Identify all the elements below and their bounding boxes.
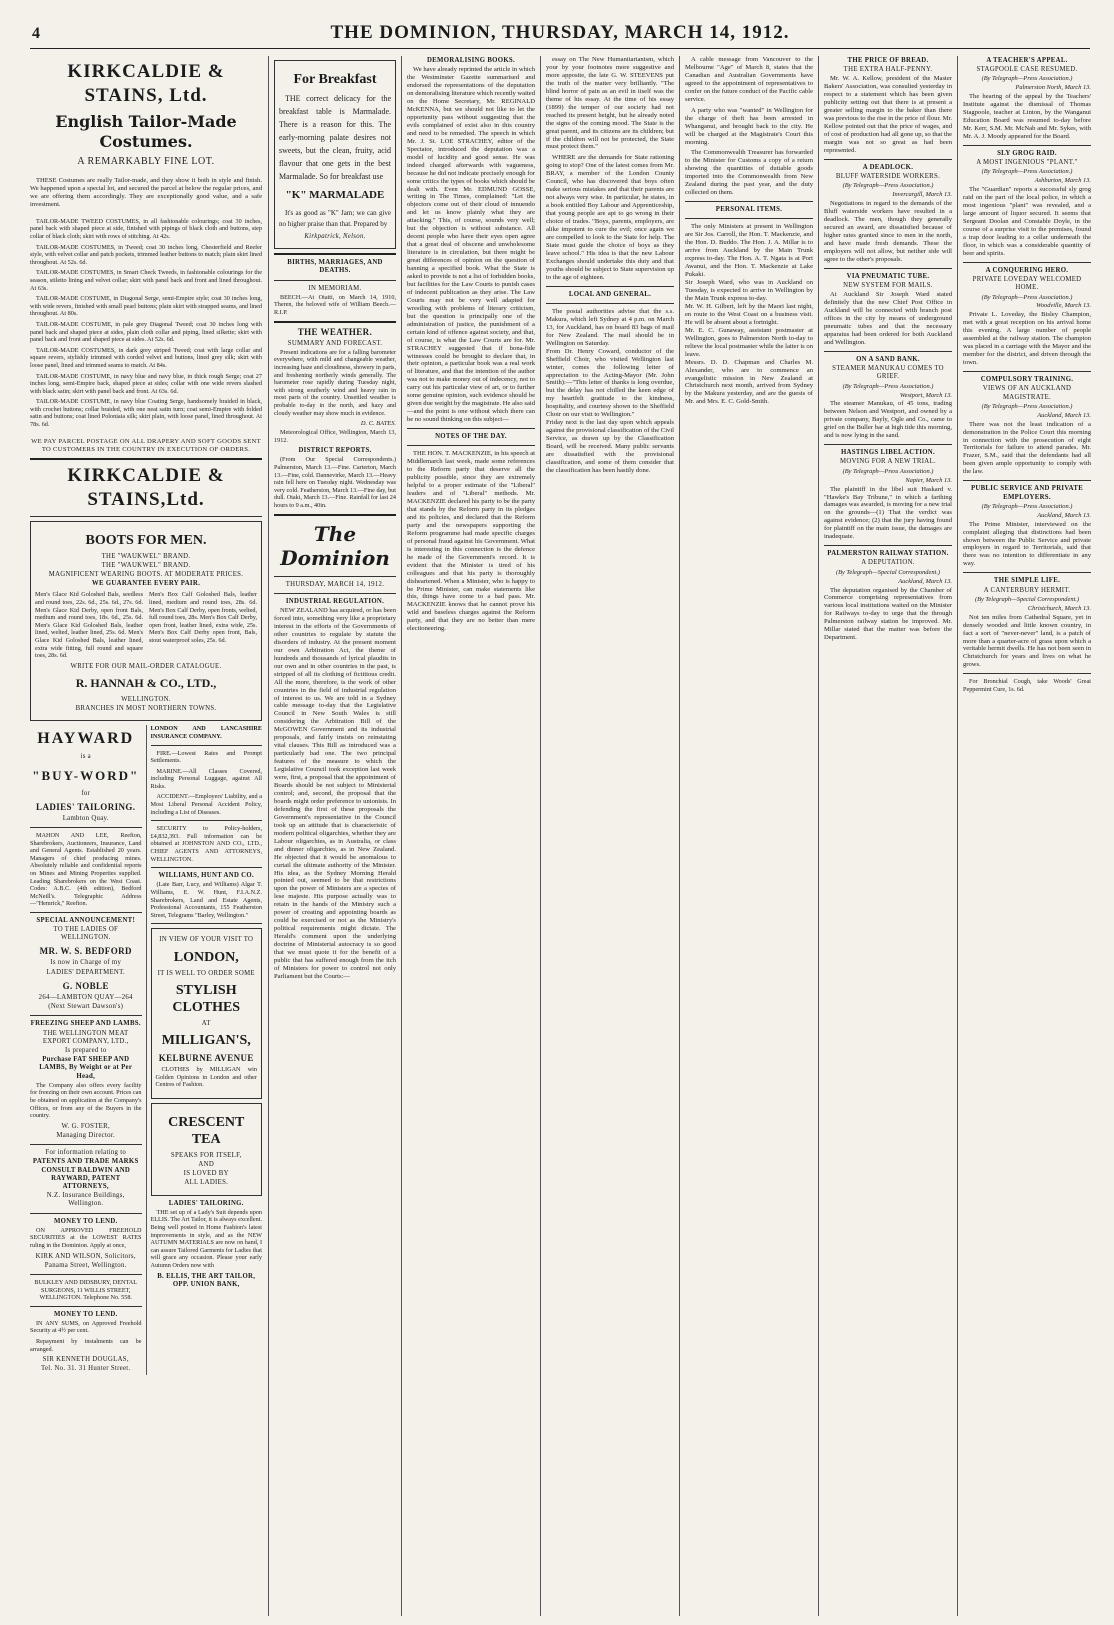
right-subcolumn xyxy=(151,725,263,1374)
boots-ad xyxy=(30,521,262,722)
bluff-body: Negotiations in regard to the demands of the Bluff waterside workers have resulted in a deadlock. The men, though they generally secured an award, are dissatisfied because of higher rates granted since to men in the north, and have made fresh demands. These the employers will not allow, but neither side will agree to the other's proposals. xyxy=(824,200,952,263)
foster-title: Managing Director. xyxy=(56,1131,116,1139)
boots-guarantee: WE GUARANTEE EVERY PAIR. xyxy=(91,580,201,588)
newspaper-title: THE DOMINION, THURSDAY, MARCH 14, 1912. xyxy=(330,22,790,43)
halfpenny-heading: THE EXTRA HALF-PENNY. xyxy=(843,66,933,74)
costume-item: TAILOR-MADE COSTUMES, in Tweed; coat 30 inches long, Chesterfield and Reefer style, with velvet collar and patch pockets, trimmed leather buttons to match; plain skirt lined throughout. At 52s. 6d. xyxy=(30,243,262,266)
williams-hunt: WILLIAMS, HUNT AND CO. xyxy=(158,872,254,880)
hannah-name: R. HANNAH & CO., LTD., xyxy=(75,675,217,690)
freezing-heading: FREEZING SHEEP AND LAMBS. xyxy=(30,1020,141,1028)
bread-body: Mr. W. A. Kellow, president of the Master Bakers' Association, was consulted yesterday in respect to a statement which has been given publicity setting out that there is at present a greater selling margin to the baker than there was previous to the rise in the price of flour. Mr. Kellow pointed out that the price of wages, and of cost of production had all gone up, so that the margin was not so great as had been represented. xyxy=(824,75,952,154)
all-ladies: ALL LADIES. xyxy=(184,1179,229,1187)
deadlock-heading: A DEADLOCK. xyxy=(862,163,914,171)
ellis-name: B. ELLIS, THE ART TAILOR, OPP. UNION BANK, xyxy=(157,1272,256,1288)
compulsory-telegraph: (By Telegraph—Press Association.) xyxy=(981,402,1073,410)
costume-item: TAILOR-MADE COSTUME, in pale grey Diagonal Tweed; coat 30 inches long with panel back and shaped piece at sides, plain cloth collar and piping, lined silkette; skirt with panel back and front and shaped piece at sides. At 52s. 6d. xyxy=(30,320,262,344)
loved: IS LOVED BY xyxy=(183,1170,229,1178)
bedford-charge: Is now in Charge of my xyxy=(50,959,122,967)
palmerston-telegraph: (By Telegraph—Special Correspondent.) xyxy=(835,568,941,576)
party-wanted: A party who was "wanted" in Wellington for the charge of theft has been arrested in Whanganui, and brought back to the city. He will be charged at the Magistrate's Court this morning. xyxy=(685,106,813,146)
page-number: 4 xyxy=(32,25,40,42)
boots-catalogue: WRITE FOR OUR MAIL-ORDER CATALOGUE. xyxy=(70,662,222,670)
cable-message: A cable message from Vancouver to the Melbourne "Age" of March 8, states that the Canadian and Australian Governments have agreed to the appointment of representatives to confer on the future conduct of the Pacific cable service. xyxy=(685,56,813,103)
money-to-lend-2: MONEY TO LEND. xyxy=(53,1310,118,1318)
deputation-heading: A DEPUTATION. xyxy=(861,559,915,567)
simple-telegraph: (By Telegraph—Special Correspondent.) xyxy=(974,595,1080,603)
dominion-nameplate: The Dominion xyxy=(280,521,390,570)
special-announcement: SPECIAL ANNOUNCEMENT! xyxy=(36,916,136,924)
hastings-heading: HASTINGS LIBEL ACTION. xyxy=(840,449,936,457)
meat-purchase: Purchase FAT SHEEP AND LAMBS, By Weight or at Per Head, xyxy=(39,1056,133,1080)
teachers-body: The hearing of the appeal by the Teachers' Institute against the dismissal of Thomas Stagpoole, teacher at Linton, by the Wanganui Education Board was resumed to-day before Mr. Kerr, S.M. Mr. McNab and Mr. Sykes, with Mr. A. J. Moody appeared for the Board. xyxy=(963,93,1091,141)
hayward-buy-word: "BUY-WORD" xyxy=(32,767,140,783)
hayward-for: for xyxy=(81,789,91,797)
sly-grog-heading: SLY GROG RAID. xyxy=(997,150,1057,158)
meat-body: The Company also offers every facility for freezing on their own account. Prices can be obtained on application at the Company's Offices, or from any of the Buyers in the country. xyxy=(30,1081,142,1120)
hannah-city: WELLINGTON. xyxy=(121,695,171,703)
costume-item: TAILOR-MADE COSTUME, in Diagonal Serge, semi-Empire style; coat 30 inches long, with wide revers, finished with small pearl buttons; plain skirt with strapped seams, and lined throughout. At 80s. xyxy=(30,295,262,318)
k-marmalade: "K" MARMALADE xyxy=(285,189,385,201)
fire-insurance: FIRE.—Lowest Rates and Prompt Settlements. xyxy=(150,749,262,765)
meat-prepared: Is prepared to xyxy=(64,1046,107,1054)
kirkpatrick: Kirkpatrick, Nelson. xyxy=(304,233,366,240)
column-rule xyxy=(401,56,402,1616)
accident-insurance: ACCIDENT.—Employers' Liability, and a Most Liberal Personal Accident Policy, including a List of Diseases. xyxy=(150,793,262,816)
notes-heading: NOTES OF THE DAY. xyxy=(435,433,507,441)
public-body: The Prime Minister, interviewed on the complaint alleging that distinctions had been shown between the Public Service and private employers in regard to Territorials, said that there was no intention to differentiate in any way. xyxy=(963,520,1091,568)
milligans-ad xyxy=(151,928,263,1098)
boots-title: BOOTS FOR MEN. xyxy=(85,532,207,548)
industrial-heading: INDUSTRIAL REGULATION. xyxy=(285,597,385,605)
demoralising-body: We have already reprinted the article in which the Westminster Gazette summarised and endorsed the representations of the deputation on demoralising literature which recently waited on the Home Secretary, Mr. REGINALD McKENNA, but we should not like to let the opportunity pass without suggesting that the evils complained of exist also in this country and need to be remedied. The speech in which Mr. J. St. LOE STRACHEY, editor of the Spectator, introduced the deputation was a model of lucidity and good sense. He was indeed charged afterwards with vagueness, because he did not indicate precisely enough for some critics the types of books which should be dealt with. Even Mr. EDMUND GOSSE, writing in The Times, complained: "Let the objectors come out of their cloud of innuendo and let us know plainly what they are attacking." This, of course, sounds very well; but the objection is without substance. All decent people who have their eyes open agree that a great deal of obscene and unwholesome literature is in circulation, but there might be great differences of opinion on the question of banning a specified book. What the State is asked to provide is not a list of forbidden books, but facilities for the Law Courts to punish cases of indecent publication as they arise. The Law Courts may not be very well adapted for wrestling with problems of literary criticism, but the question is principally one of the administration of justice, the punishment of a certain kind of offence against society, and that, of course, is what the Law Courts are for. Mr. STRACHEY suggested that if bona-fide witnesses could be brought to declare that, in their opinion, a particular book was a real work of literature, and that the intention of the author was not to make money out of indecency, not to carry out his particular view of art, or to further some genuine opinion, such evidence should be given due weight by the magistrate. He also said—and the point is one without which there can be no sound thinking on this subject— xyxy=(407,66,535,424)
memoriam-heading: IN MEMORIAM. xyxy=(308,284,362,292)
security-note: SECURITY to Policy-holders, £4,832,393. Full information can be obtained at JOHNSTON AND CO., LTD., CHIEF AGENTS AND ATTORNEYS, WELLINGTON. xyxy=(150,825,262,863)
postage-note: WE PAY PARCEL POSTAGE ON ALL DRAPERY AND SOFT GOODS SENT TO CUSTOMERS IN THE COUNTRY IN EXECUTION OF ORDERS. xyxy=(31,437,261,453)
met-office: Meteorological Office, Wellington, March 13, 1912. xyxy=(274,429,396,444)
ellis-body: THE set up of a Lady's Suit depends upon ELLIS. The Art Tailor, it is always excellent. Being well posted in Home Fashion's latest improvements in style, and as the NEW AUTUMN MATERIALS are now on hand, I can assure Tailored Garments for Ladies that will grace any occasion. Please your early Autumn Orders now with xyxy=(150,1208,262,1269)
demoralising-heading: DEMORALISING BOOKS. xyxy=(426,57,516,64)
boots-list-right: Men's Box Calf Goloshed Bals, leather lined, medium and round toes, 28s. 6d. Men's Box Calf Derby, open fronts, welted, full round toes, 28s. Men's Box Calf Derby, open front, leather lined, extra wide, 25s. Men's Box Calf Derby open front, Bals, stout waterproof soles, 25s. 6d. xyxy=(149,591,257,644)
boots-brand: THE "WAUKWEL" BRAND. xyxy=(101,552,191,560)
bedford-name: MR. W. S. BEDFORD xyxy=(39,946,132,957)
simple-life-heading: THE SIMPLE LIFE. xyxy=(993,577,1061,585)
kirkcaldie-heading: KIRKCALDIE & STAINS, Ltd. xyxy=(67,61,225,106)
costumes-heading: English Tailor-Made Costumes. xyxy=(55,112,237,151)
hastings-date: Napier, March 13. xyxy=(905,476,952,484)
pneumatic-body: At Auckland Sir Joseph Ward stated definitely that the new Chief Post Office in Auckland will be connected with branch post offices in the city by means of underground pneumatic tubes and that the necessary apparatus had been ordered for both Auckland and Wellington. xyxy=(824,291,952,346)
teachers-telegraph: (By Telegraph—Press Association.) xyxy=(981,75,1073,83)
local-general-body: The postal authorities advise that the s.s. Makura, which left Sydney at 4 p.m. on March 13, for Auckland, has on board 83 bags of mail for New Zealand. The mail should be in Wellington on Saturday. From Dr. Henry Coward, conductor of the Sheffield Choir, who visited Wellington last winter, comes the following letter of appreciation to the Acting-Mayor (Mr. John Smith):—"This letter of thanks is long overdue, but the delay has not chilled the keen edge of my heartfelt gratitude to the kindness, hospitality, and courtesy shown to the Sheffield Choir on our visit to Wellington." Friday next is the last day upon which appeals against the provisional classification of the Civil Service, as drawn up by the Classification Board, will be received. Many public servants are dissatisfied with the provisional classification, and some of them consider that the classification has been hastily done. xyxy=(546,307,674,474)
bluff-telegraph: (By Telegraph—Press Association.) xyxy=(842,182,934,190)
column-2 xyxy=(274,56,396,1616)
bread-heading: THE PRICE OF BREAD. xyxy=(847,57,929,64)
column-6 xyxy=(824,56,952,1616)
boots-brand: THE "WAUKWEL" BRAND. xyxy=(101,561,191,569)
column-rule xyxy=(268,56,269,1616)
compulsory-date: Auckland, March 13. xyxy=(1037,411,1091,419)
patents-ad: PATENTS AND TRADE MARKS CONSULT BALDWIN AND RAYWARD, PATENT ATTORNEYS, xyxy=(32,1158,139,1190)
weather-signature: D. C. BATES. xyxy=(360,420,396,428)
foster-name: W. G. FOSTER, xyxy=(61,1122,110,1130)
simple-body: Not ten miles from Cathedral Square, yet in densely wooded and little known country, in fact a sort of "never-never" land, is a patch of more than a quarter-acre of grass upon which a veritable hermit dwells. He has not been seen in Christchurch for years and lives on what he grows. xyxy=(963,613,1091,669)
hayward-ladies: LADIES' TAILORING. xyxy=(36,801,136,812)
breakfast-body: THE correct delicacy for the breakfast table is Marmalade. There is a reason for this. The early-morning palate desires not sweets, but the clean, fruity, acid flavour that one gets in the best Marmalade. So for breakfast use xyxy=(279,94,391,181)
state-rationing-body: WHERE are the demands for State rationing going to stop? One of the latest comes from Mr. BRAY, a member of the London County Council, who has discovered that boys often make serious mistakes and that their parents are not always very wise. In particular, he states, in a book entitled Boy Labour and Apprenticeship, that young people are apt to go wrong in their choice of trades. "Boys, parents, employers, are alike impotent to cure the evil; once again we are compelled to look to the State for help. The State must guide the choice of boys as they leave school." His idea is that the new Labour Exchanges should undertake this duty and that youths should be subject to State supervision up to the age of eighteen. xyxy=(546,154,674,281)
humanitarianism-body: essay on The New Humanitarianism, which your by your footnotes more suggestive and more apposite, the late G. W. STEEVENS put the truth of the matter very brilliantly. "The blind horror of pain as an evil in itself was the theme of his essay. At the time of his essay (1899) the temper of our society had not reached its present height, but he already noted the signs of the coming mood. The State is the great parent, and its citizens are its children; but if the children will not be protected, the State must protect them." xyxy=(546,56,674,151)
column-rule xyxy=(957,56,958,1616)
and-word: AND xyxy=(198,1161,215,1168)
public-date: Auckland, March 13. xyxy=(1037,511,1091,519)
memoriam-body: BEECH.—At Otaiti, on March 14, 1910, Theren, the beloved wife of William Beech.—R.I.P. xyxy=(274,293,396,316)
grog-body: The "Guardian" reports a successful sly grog raid on the part of the local police, in which a most ingenious "plant" was revealed, and a large amount of liquor secured. It seems that Sergeant Doolan and Constable Doyle, in the course of a surprise visit to the premises, found a trap door leading to a cellar underneath the floor, in which was a considerable quantity of beer and spirits. xyxy=(963,186,1091,257)
crescent-tea: CRESCENT TEA xyxy=(168,1114,245,1147)
clothes-body: CLOTHES by MILLIGAN win Golden Opinions in London and other Centres of Fashion. xyxy=(155,1066,257,1089)
noble-name: G. NOBLE xyxy=(62,980,109,991)
bluff-date: Invercargill, March 13. xyxy=(892,191,952,199)
palmerston-date: Auckland, March 13. xyxy=(898,577,952,585)
well-to-order: IT IS WELL TO ORDER SOME xyxy=(157,969,255,977)
commonwealth-return: The Commonwealth Treasurer has forwarded to the Minister for Customs a copy of a return showing the quantities of dutiable goods imported into the Commonwealth from New Zealand during the past year, and the duty collected on them. xyxy=(685,149,813,197)
stagpoole-heading: STAGPOOLE CASE RESUMED. xyxy=(976,66,1078,74)
stylish-clothes: STYLISH CLOTHES xyxy=(172,982,241,1015)
loveday-heading: PRIVATE LOVEDAY WELCOMED HOME. xyxy=(972,276,1082,292)
marine-insurance: MARINE.—All Classes Covered, including Personal Luggage, against All Risks. xyxy=(150,767,262,790)
costume-item: TAILOR-MADE COSTUMES, in Smart Check Tweeds, in fashionable colourings for the season, stiletto lining and velvet collar; skirt with panel back and front and lined throughout. At 63s. xyxy=(30,269,262,292)
to-ladies: TO THE LADIES OF WELLINGTON. xyxy=(53,926,119,942)
boots-line: MAGNIFICENT WEARING BOOTS. AT MODERATE PRICES. xyxy=(48,570,244,578)
kirk-wilson: KIRK AND WILSON, Solicitors, xyxy=(35,1252,136,1260)
boots-list-left: Men's Glace Kid Goloshed Bals, seedless and round toes, 22s. 6d., 25s. 6d., 27s. 6d. Men's Glace Kid Derby, open front Bals, medium and round toes, 18s. 6d., 25s. 6d. Men's Glace Kid Goloshed Bals, leather lined, welted, leather lined, 25s. 6d. Men's Glace Kid Goloshed Bals, leather lined, extra wide fitting, full round and square toes, 28s. 6d. xyxy=(35,591,143,660)
london-word: LONDON, xyxy=(173,949,239,965)
mahon-lee-ad: MAHON AND LEE, Reefton, Sharebrokers, Auctioneers, Insurance, Land and General Agents. Established 20 years. Managers of chief producing mines. Absolutely reliable and confidential reports on Mines and Mining Properties supplied. Leading Sharebrokers on the West Coast. Codes: A.B.C. (4th edition), Bedford McNeill's. Telegraphic Address—"Hemrick," Reefton. xyxy=(30,831,142,908)
costumes-intro: THESE Costumes are really Tailor-made, and they show it both in style and finish. We happened upon a special lot, and secured the parcel at below the regular prices, and we are offering them accordingly. They are exceptionally good value, and a safe investment. xyxy=(30,177,262,208)
money-to-lend: MONEY TO LEND. xyxy=(53,1217,118,1225)
weather-heading: THE WEATHER. xyxy=(297,326,373,337)
london-lancashire: LONDON AND LANCASHIRE INSURANCE COMPANY. xyxy=(150,725,262,740)
column-rule xyxy=(679,56,680,1616)
simple-date: Christchurch, March 13. xyxy=(1027,604,1091,612)
hayward-is: is a xyxy=(80,753,91,761)
at-word: AT xyxy=(201,1019,211,1027)
column-3 xyxy=(407,56,535,1616)
dominion-date: THURSDAY, MARCH 14, 1912. xyxy=(285,580,385,588)
sir-kenneth: SIR KENNETH DOUGLAS, xyxy=(42,1356,129,1364)
noble-address: 264—LAMBTON QUAY—264 xyxy=(38,993,133,1001)
kirkcaldie-heading-2: KIRKCALDIE & STAINS,Ltd. xyxy=(67,464,225,510)
sand-date: Westport, March 13. xyxy=(899,391,952,399)
hastings-body: The plaintiff in the libel suit Haskard v. "Hawke's Bay Tribune," in which a farthing damages was awarded, is moving for a new trial on the grounds—(1) That the verdict was against evidence; (2) that the jury having found for plaintiff on the main issue, the damages are inadequate. xyxy=(824,485,952,541)
hayward-name: HAYWARD xyxy=(37,730,135,748)
views-heading: VIEWS OF AN AUCKLAND MAGISTRATE. xyxy=(982,385,1072,401)
district-reports: DISTRICT REPORTS. xyxy=(298,447,372,455)
dental-ad: BULKLEY AND DIDSBURY, DENTAL SURGEONS, 11 WILLIS STREET, WELLINGTON. Telephone No. 558. xyxy=(34,1278,138,1302)
kirk-address: Panama Street, Wellington. xyxy=(44,1261,127,1269)
new-system-heading: NEW SYSTEM FOR MAILS. xyxy=(843,282,933,290)
teachers-date: Palmerston North, March 13. xyxy=(1015,84,1091,92)
compulsory-body: There was not the least indication of a demonstration in the Police Court this morning in connection with the prosecution of eight Territorials for failure to attend parades. Mr. Frazer, S.M., said that the defendants had all been given ample opportunity to comply with the law. xyxy=(963,420,1091,476)
weather-body: Present indications are for a falling barometer everywhere, with mild and changeable weather, increasing haze and cloudiness, showery in parts, and freshening northerly winds generally. The barometer rose rapidly during Tuesday night, with strong southerly wind and heavy rain in most parts of the country. Unsettled weather is probable to-day in the north, and hazy and cloudy weather may show much in evidence. xyxy=(274,348,396,417)
loveday-date: Woodville, March 13. xyxy=(1036,302,1091,310)
teachers-heading: A TEACHER'S APPEAL. xyxy=(986,57,1068,64)
sand-bank-heading: ON A SAND BANK. xyxy=(856,355,920,363)
pneumatic-heading: VIA PNEUMATIC TUBE. xyxy=(846,272,930,280)
left-subcolumn xyxy=(30,725,147,1374)
district-body: (From Our Special Correspondents.) Palmerston, March 13.—Fine. Carterton, March 13.—Fine, cold. Dannevirke, March 13.—Heavy rain fell here on Tuesday night. Wednesday was very cold. Featherston, March 13.—Fine day, but dull. Otaki, March 13.—Fine. Rainfall for last 24 hours to 9 a.m., 40in. xyxy=(274,456,396,510)
column-rule xyxy=(818,56,819,1616)
palmerston-body: The deputation organised by the Chamber of Commerce comprising representatives from various local institutions waited on the Minister for Railways to-day to urge that the through Palmerston railway station be improved. Mr. Millar stated that the matter was before the Department. xyxy=(824,586,952,642)
costume-item: TAILOR-MADE COSTUME, in navy blue Coating Serge, handsomely braided in black, with crochet buttons; collar braided, with one neat satin turn; coat semi-Empire with folded satin and buttons; coat lined Poloniaia silk; skirt plain, with loose panel, lined throughout. At 78s. 6d. xyxy=(30,398,262,429)
marmalade-ad xyxy=(274,60,396,249)
grog-date: Ashburton, March 13. xyxy=(1034,177,1091,185)
bmd-heading: BIRTHS, MARRIAGES, AND DEATHS. xyxy=(287,259,383,275)
k-body: It's as good as "K" Jam; we can give no higher praise than that. Prepared by xyxy=(279,209,391,228)
patents-address: N.Z. Insurance Buildings, Wellington. xyxy=(46,1192,125,1208)
hastings-telegraph: (By Telegraph—Press Association.) xyxy=(842,467,934,475)
compulsory-heading: COMPULSORY TRAINING. xyxy=(980,376,1074,384)
grog-telegraph: (By Telegraph—Press Association.) xyxy=(981,168,1073,176)
kelburne-avenue: KELBURNE AVENUE xyxy=(158,1053,254,1064)
any-sums: IN ANY SUMS, on Approved Freehold Security at 4½ per cent. xyxy=(30,1319,142,1335)
approved-securities: ON APPROVED FREEHOLD SECURITIES at the LOWEST RATES ruling in the Dominion. Apply at once, xyxy=(30,1226,142,1249)
notes-body: THE HON. T. MACKENZIE, in his speech at Middlemarch last week, made some references to the Reform party that deserve all the publicity possible, since they are extremely helpful to a proper estimate of the "Liberal" leaders and of "Liberal" methods. Mr. MACKENZIE declared his party to be the party that stands by the Reform party in its pledges and its policies, and declared that the Reform party and the newspapers supporting the Reform programme had made specific charges of personal fraud against his Government. What is interesting in this connection is the defence he made of the Government's record. It is evident that the Minister is tired of his colleagues and that his party is thoroughly disheartened. When a Minister, who is happy to be Prime Minister, can make statements like this, things have come to a bad pass. Mr. MACKENZIE knows that he cannot prove his wild and baseless charges against the Reform party, and that they are no better than mere electioneering. xyxy=(407,450,535,633)
sand-telegraph: (By Telegraph—Press Association.) xyxy=(842,382,934,390)
woods-peppermint-ad: For Bronchial Cough, take Woods' Great Peppermint Cure, 1s. 6d. xyxy=(963,678,1091,693)
column-4 xyxy=(546,56,674,1616)
breakfast-heading: For Breakfast xyxy=(293,72,377,87)
hannah-branches: BRANCHES IN MOST NORTHERN TOWNS. xyxy=(75,705,217,713)
telephone: Tel. No. 31. 31 Hunter Street. xyxy=(40,1365,131,1373)
column-rule xyxy=(540,56,541,1616)
costume-item: TAILOR-MADE COSTUMES, in dark grey striped Tweed; coat with large collar and square revers, stylishly trimmed with corded velvet and buttons, lined grey silk; skirt with loose panel, lined and trimmed seams to match. At 84s. xyxy=(30,346,262,369)
crescent-tea-ad xyxy=(151,1103,263,1196)
costume-item: TAILOR-MADE TWEED COSTUMES, in all fashionable colourings; coat 30 inches, panel back with shaped piece at side, finished with pipings of black cloth and buttons, step collar of black cloth; skirt with rows of stitching. At 42s. xyxy=(30,217,262,240)
local-general-heading: LOCAL AND GENERAL. xyxy=(568,290,652,298)
palmerston-heading: PALMERSTON RAILWAY STATION. xyxy=(827,550,949,558)
in-view: IN VIEW OF YOUR VISIT TO xyxy=(159,936,254,944)
speaks: SPEAKS FOR ITSELF, xyxy=(170,1151,242,1159)
new-trial-heading: MOVING FOR A NEW TRIAL. xyxy=(840,458,936,466)
loveday-telegraph: (By Telegraph—Press Association.) xyxy=(981,293,1073,301)
conquering-heading: A CONQUERING HERO. xyxy=(985,266,1069,274)
personal-items-body: The only Ministers at present in Wellington are Sir Jos. Carroll, the Hon. T. Mackenzie, and the Hon. D. Buddo. The Hon. J. A. Millar is to arrive from Auckland by the Main Trunk express to-day. The Hon. A. T. Ngata is at Port Awanui, and the Hon. T. Mackenzie at Lake Pukaki. Sir Joseph Ward, who was in Auckland on Tuesday, is expected to arrive in Wellington by the Main Trunk express to-day. Mr. W. H. Gilbert, left by the Maori last night, en route to the West Coast on a business visit. He will be absent about a fortnight. Mr. E. C. Gunaway, assistant postmaster at Wellington, goes to Palmerston North to-day to relieve the local postmaster while the latter is on leave. Messrs. D. D. Chapman and Charles M. Alexander, who are to commence an evangelistic mission in New Zealand at Christchurch next month, arrived from Sydney by the Makura yesterday, and are the guests of Mr. and Mrs. E. C. Gold-Smith. xyxy=(685,223,813,406)
industrial-body: NEW ZEALAND has acquired, or has been forced into, something very like a proprietary interest in the efforts of the Governments of other countries to regulate by statute the disorders of industry. At the present moment our own Arbitration Act, the theme of hundreds and thousands of lyrical plaudits in our own and in other countries in the past, is stripped of all its clothing of fictitious credit. All the more, therefore, is the work of other countries in the field of industrial regulation of interest to us. We are told in a Sydney cable message to-day that the Legislative Council in New South Wales is still considering the Arbitration Bill of the McGOWEN Government and its industrial proposals, and fairly insists on reinstating vital clauses. This Bill as introduced was a particularly bad one. The two principal features of the measure to which the Legislative Council took exception last week were, first, a proposal that the appointment of Boards should be not subject to Ministerial control; and, second, the proposal that the boards might order preference to unionists. In defending the first of these proposals the Government's representative in the Council took up an attitude that is characteristic of modern political oligarchies, whether they are Labour oligarchies, as in Australia, or class and dinner oligarchies, as in New Zealand. He objected that it would be anomalous to curtail the ultimate authority of the Minister. His idea, as the Sydney Morning Herald pointed out, seemed to be that restrictions upon the power of Ministers are a species of lese majeste. His purpose actually was to retain in the hands of the Ministry such a power of creating and appointing boards as could be exercised or not as the Ministry's political requirements might dictate. The Herald's comment upon the underlying doctrine of Ministerial autocracy is so good that we must quote it for the benefit of a public that has suffered enough from the itch of Ministers for power to control not only Parliament but the Courts:— xyxy=(274,607,396,980)
ladies-tailoring: LADIES' TAILORING. xyxy=(168,1199,244,1207)
column-5 xyxy=(685,56,813,1616)
personal-items-heading: PERSONAL ITEMS. xyxy=(715,206,783,214)
masthead xyxy=(30,22,1090,49)
noble-address-2: (Next Stewart Dawson's) xyxy=(48,1003,124,1011)
patents-head: For information relating to xyxy=(45,1149,127,1157)
column-1 xyxy=(30,56,262,1616)
hayward-address: Lambton Quay. xyxy=(62,814,109,822)
repayment: Repayment by instalments can be arranged. xyxy=(30,1338,142,1353)
milligans-name: MILLIGAN'S, xyxy=(161,1033,251,1049)
bluff-heading: BLUFF WATERSIDE WORKERS. xyxy=(835,173,941,181)
column-7 xyxy=(963,56,1091,1616)
costume-item: TAILOR-MADE COSTUME, in navy blue and navy blue, in thick rough Serge; coat 27 inches long, semi-Empire back, shaped piece at sides; collar with one wide revers slashed with black satin; skirt with panel back and front. At 63s. 6d. xyxy=(30,372,262,395)
public-telegraph: (By Telegraph—Press Association.) xyxy=(981,502,1073,510)
sand-body: The steamer Manukau, of 45 tons, trading between Nelson and Westport, and owned by a private company, Bayly, Ogle and Co., came to grief on the Buller bar at high tide this morning, and is now lying in the sand. xyxy=(824,400,952,440)
costumes-tagline: A REMARKABLY FINE LOT. xyxy=(77,156,215,167)
weather-summary: SUMMARY AND FORECAST. xyxy=(287,339,383,347)
manukau-heading: STEAMER MANUKAU COMES TO GRIEF. xyxy=(832,365,944,381)
plant-heading: A MOST INGENIOUS "PLANT." xyxy=(976,159,1078,167)
meat-export-company: THE WELLINGTON MEAT EXPORT COMPANY, LTD., xyxy=(42,1029,129,1045)
hermit-heading: A CANTERBURY HERMIT. xyxy=(983,586,1071,594)
bedford-dept: LADIES' DEPARTMENT. xyxy=(46,968,126,976)
public-service-heading: PUBLIC SERVICE AND PRIVATE EMPLOYERS. xyxy=(970,485,1084,501)
loveday-body: Private L. Loveday, the Bisley Champion, met with a great reception on his arrival home this evening. A large number of people assembled at the railway station. The champion was placed in a carriage with the Mayor and the member for the district, and driven through the town. xyxy=(963,311,1091,367)
williams-body: (Late Barr, Lucy, and Williams) Algar T. Williams, E. W. Hunt, F.I.A.N.Z. Sharebrokers, Land and Estate Agents, Professional Accountants, 155 Featherston Street, Telegrams "Barley, Wellington." xyxy=(150,881,262,919)
